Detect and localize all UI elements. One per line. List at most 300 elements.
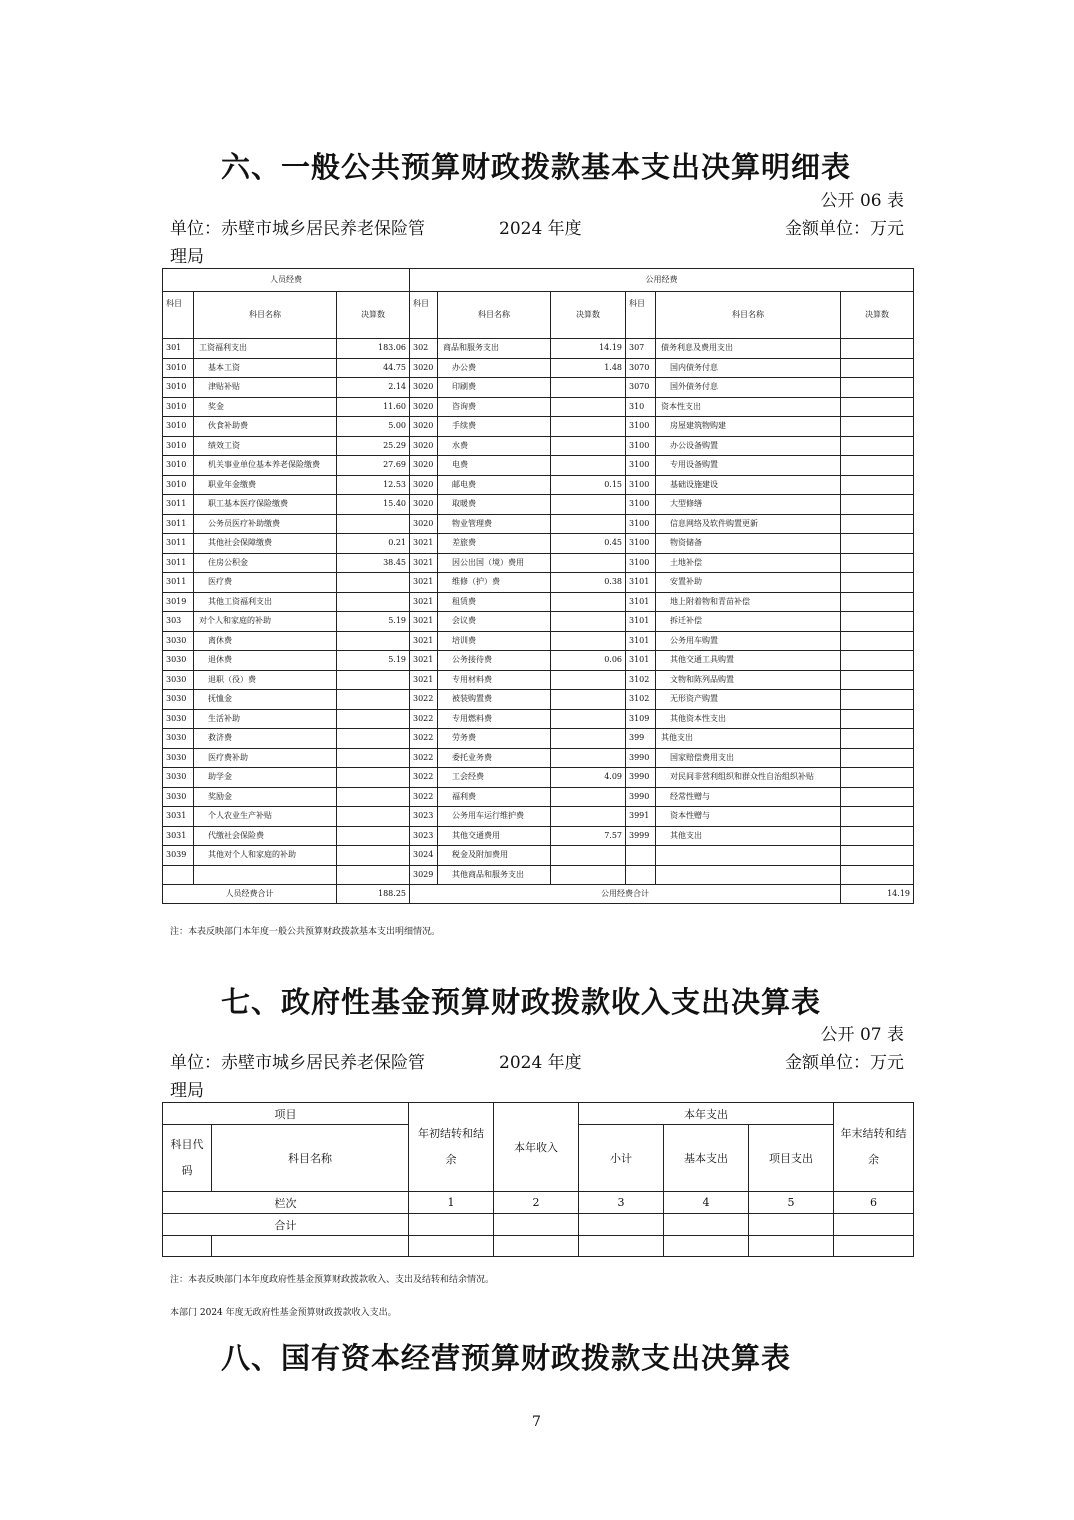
value-cell: 12.53 <box>337 475 410 495</box>
value-cell <box>841 592 914 612</box>
name-cell: 印刷费 <box>438 378 551 398</box>
value-cell <box>841 495 914 515</box>
name-cell: 其他交通工具购置 <box>656 651 841 671</box>
table-row <box>163 573 914 593</box>
table-row <box>163 397 914 417</box>
code-cell: 3100 <box>626 514 656 534</box>
total-cell <box>579 1214 664 1236</box>
value-cell: 15.40 <box>337 495 410 515</box>
name-cell: 维修（护）费 <box>438 573 551 593</box>
name-cell: 债务利息及费用支出 <box>656 339 841 359</box>
code-cell: 3010 <box>163 475 194 495</box>
table-row <box>163 378 914 398</box>
hdr-code: 科目代 码 <box>163 1125 212 1192</box>
name-cell: 电费 <box>438 456 551 476</box>
code-cell: 3100 <box>626 436 656 456</box>
name-cell: 其他商品和服务支出 <box>438 865 551 885</box>
total-personnel-label: 人员经费合计 <box>163 885 337 904</box>
name-cell: 房屋建筑物购建 <box>656 417 841 437</box>
value-cell: 5.19 <box>337 651 410 671</box>
code-cell: 3021 <box>410 553 438 573</box>
code-cell: 3030 <box>163 748 194 768</box>
value-cell <box>551 378 626 398</box>
code-cell: 3011 <box>163 553 194 573</box>
hdr-name-1: 科目名称 <box>194 292 337 339</box>
table-row <box>163 534 914 554</box>
name-cell: 土地补偿 <box>656 553 841 573</box>
table-row <box>163 495 914 515</box>
page-number: 7 <box>532 1414 541 1430</box>
col-num: 1 <box>409 1192 494 1214</box>
name-cell: 邮电费 <box>438 475 551 495</box>
value-cell <box>337 690 410 710</box>
code-cell: 3011 <box>163 495 194 515</box>
table-row <box>163 456 914 476</box>
name-cell: 租赁费 <box>438 592 551 612</box>
hdr-code-3: 科目 <box>626 292 656 339</box>
code-cell <box>626 846 656 866</box>
value-cell <box>841 534 914 554</box>
value-cell <box>841 612 914 632</box>
value-cell: 0.45 <box>551 534 626 554</box>
value-cell <box>551 495 626 515</box>
code-cell: 3022 <box>410 709 438 729</box>
section7-money-unit: 金额单位：万元 <box>785 1053 904 1073</box>
code-cell: 3030 <box>163 631 194 651</box>
section7-table <box>162 1102 914 1257</box>
section6-table-code: 公开 06 表 <box>820 191 904 211</box>
code-cell: 3101 <box>626 631 656 651</box>
code-cell: 3100 <box>626 417 656 437</box>
table-row <box>163 807 914 827</box>
table-row <box>163 826 914 846</box>
code-cell: 3020 <box>410 514 438 534</box>
section6-unit-cont: 理局 <box>170 247 204 267</box>
code-cell: 3039 <box>163 846 194 866</box>
value-cell <box>337 826 410 846</box>
hdr-code-1: 科目 <box>163 292 194 339</box>
total-personnel-value: 188.25 <box>337 885 410 904</box>
section6-title: 六、一般公共预算财政拨款基本支出决算明细表 <box>221 150 852 184</box>
code-cell: 3011 <box>163 514 194 534</box>
code-cell: 3999 <box>626 826 656 846</box>
value-cell: 0.38 <box>551 573 626 593</box>
col-num: 5 <box>749 1192 834 1214</box>
name-cell: 会议费 <box>438 612 551 632</box>
name-cell: 奖金 <box>194 397 337 417</box>
code-cell: 3030 <box>163 651 194 671</box>
table-row <box>163 592 914 612</box>
code-cell: 399 <box>626 729 656 749</box>
name-cell: 经常性赠与 <box>656 787 841 807</box>
table-row <box>163 846 914 866</box>
name-cell: 安置补助 <box>656 573 841 593</box>
table-row <box>163 514 914 534</box>
table-row <box>163 748 914 768</box>
name-cell: 助学金 <box>194 768 337 788</box>
name-cell: 医疗费 <box>194 573 337 593</box>
table-row <box>163 670 914 690</box>
hdr-name: 科目名称 <box>212 1125 409 1192</box>
name-cell: 抚恤金 <box>194 690 337 710</box>
name-cell: 基本工资 <box>194 358 337 378</box>
table-row <box>163 651 914 671</box>
code-cell: 3031 <box>163 826 194 846</box>
name-cell: 培训费 <box>438 631 551 651</box>
value-cell: 14.19 <box>551 339 626 359</box>
section6-table <box>162 268 914 904</box>
name-cell: 其他交通费用 <box>438 826 551 846</box>
value-cell <box>841 729 914 749</box>
name-cell: 委托业务费 <box>438 748 551 768</box>
value-cell <box>337 631 410 651</box>
name-cell: 文物和陈列品购置 <box>656 670 841 690</box>
value-cell <box>337 846 410 866</box>
name-cell: 国家赔偿费用支出 <box>656 748 841 768</box>
code-cell: 3100 <box>626 475 656 495</box>
code-cell: 303 <box>163 612 194 632</box>
name-cell: 拆迁补偿 <box>656 612 841 632</box>
code-cell: 307 <box>626 339 656 359</box>
value-cell <box>841 397 914 417</box>
table-row <box>163 417 914 437</box>
code-cell: 3019 <box>163 592 194 612</box>
value-cell <box>841 670 914 690</box>
value-cell <box>841 826 914 846</box>
code-cell: 3030 <box>163 709 194 729</box>
empty-cell <box>494 1236 579 1257</box>
hdr-subtotal: 小计 <box>579 1125 664 1192</box>
name-cell: 机关事业单位基本养老保险缴费 <box>194 456 337 476</box>
name-cell: 信息网络及软件购置更新 <box>656 514 841 534</box>
value-cell <box>337 787 410 807</box>
code-cell: 3030 <box>163 670 194 690</box>
name-cell: 手续费 <box>438 417 551 437</box>
name-cell: 其他对个人和家庭的补助 <box>194 846 337 866</box>
code-cell: 3102 <box>626 670 656 690</box>
value-cell <box>337 709 410 729</box>
value-cell <box>841 339 914 359</box>
name-cell: 医疗费补助 <box>194 748 337 768</box>
value-cell: 11.60 <box>337 397 410 417</box>
value-cell <box>337 670 410 690</box>
hdr-expense: 本年支出 <box>579 1103 834 1125</box>
code-cell: 3070 <box>626 358 656 378</box>
code-cell: 3030 <box>163 690 194 710</box>
value-cell <box>551 456 626 476</box>
code-cell: 3022 <box>410 748 438 768</box>
empty-cell <box>579 1236 664 1257</box>
name-cell: 其他支出 <box>656 729 841 749</box>
name-cell: 商品和服务支出 <box>438 339 551 359</box>
code-cell: 301 <box>163 339 194 359</box>
value-cell: 1.48 <box>551 358 626 378</box>
name-cell: 劳务费 <box>438 729 551 749</box>
name-cell: 住房公积金 <box>194 553 337 573</box>
col-num: 3 <box>579 1192 664 1214</box>
code-cell: 3021 <box>410 592 438 612</box>
value-cell: 0.15 <box>551 475 626 495</box>
value-cell <box>337 573 410 593</box>
value-cell: 183.06 <box>337 339 410 359</box>
section6-note: 注：本表反映部门本年度一般公共预算财政拨款基本支出明细情况。 <box>170 927 441 937</box>
name-cell: 地上附着物和青苗补偿 <box>656 592 841 612</box>
hdr-value-3: 决算数 <box>841 292 914 339</box>
code-cell: 3101 <box>626 651 656 671</box>
name-cell: 大型修缮 <box>656 495 841 515</box>
code-cell: 3021 <box>410 651 438 671</box>
value-cell <box>551 690 626 710</box>
table-row <box>163 631 914 651</box>
hdr-item: 项目 <box>163 1103 409 1125</box>
hdr-value-2: 决算数 <box>551 292 626 339</box>
code-cell: 3102 <box>626 690 656 710</box>
empty-cell <box>409 1236 494 1257</box>
code-cell: 3010 <box>163 358 194 378</box>
value-cell <box>841 553 914 573</box>
col-num: 2 <box>494 1192 579 1214</box>
value-cell <box>841 456 914 476</box>
empty-cell <box>664 1236 749 1257</box>
section7-title: 七、政府性基金预算财政拨款收入支出决算表 <box>221 985 822 1019</box>
name-cell: 离休费 <box>194 631 337 651</box>
code-cell: 3101 <box>626 573 656 593</box>
code-cell: 3021 <box>410 573 438 593</box>
name-cell: 公务用车购置 <box>656 631 841 651</box>
code-cell: 3101 <box>626 612 656 632</box>
value-cell <box>551 729 626 749</box>
name-cell: 津贴补贴 <box>194 378 337 398</box>
code-cell: 3990 <box>626 768 656 788</box>
code-cell: 3100 <box>626 495 656 515</box>
name-cell: 救济费 <box>194 729 337 749</box>
table-row <box>163 612 914 632</box>
value-cell <box>841 378 914 398</box>
name-cell: 公务员医疗补助缴费 <box>194 514 337 534</box>
name-cell: 代缴社会保险费 <box>194 826 337 846</box>
table-row <box>163 436 914 456</box>
code-cell: 3020 <box>410 397 438 417</box>
table-row <box>163 729 914 749</box>
value-cell <box>551 748 626 768</box>
name-cell: 水费 <box>438 436 551 456</box>
name-cell <box>656 846 841 866</box>
section7-statement: 本部门 2024 年度无政府性基金预算财政拨款收入支出。 <box>170 1308 397 1318</box>
col-label: 栏次 <box>163 1192 409 1214</box>
table-row <box>163 475 914 495</box>
code-cell: 3022 <box>410 768 438 788</box>
totals-row <box>163 885 914 904</box>
value-cell <box>551 436 626 456</box>
name-cell: 国内债务付息 <box>656 358 841 378</box>
code-cell: 310 <box>626 397 656 417</box>
value-cell <box>841 787 914 807</box>
value-cell <box>841 807 914 827</box>
name-cell <box>194 865 337 885</box>
col-num: 4 <box>664 1192 749 1214</box>
value-cell <box>551 807 626 827</box>
code-cell: 3021 <box>410 534 438 554</box>
name-cell: 对民间非营利组织和群众性自治组织补贴 <box>656 768 841 788</box>
section7-unit-cont: 理局 <box>170 1081 204 1101</box>
code-cell <box>626 865 656 885</box>
value-cell <box>337 865 410 885</box>
value-cell <box>551 709 626 729</box>
code-cell: 3031 <box>163 807 194 827</box>
value-cell <box>337 592 410 612</box>
empty-cell <box>834 1236 914 1257</box>
value-cell <box>337 748 410 768</box>
total-public-label: 公用经费合计 <box>410 885 841 904</box>
name-cell: 个人农业生产补贴 <box>194 807 337 827</box>
table-row <box>163 339 914 359</box>
name-cell: 退职（役）费 <box>194 670 337 690</box>
table-row <box>163 865 914 885</box>
total-cell <box>664 1214 749 1236</box>
code-cell: 3020 <box>410 456 438 476</box>
name-cell: 绩效工资 <box>194 436 337 456</box>
value-cell: 4.09 <box>551 768 626 788</box>
value-cell: 44.75 <box>337 358 410 378</box>
value-cell: 0.21 <box>337 534 410 554</box>
table-row <box>163 709 914 729</box>
value-cell <box>551 612 626 632</box>
section6-year: 2024 年度 <box>499 219 582 239</box>
name-cell: 资本性支出 <box>656 397 841 417</box>
value-cell <box>551 417 626 437</box>
value-cell: 25.29 <box>337 436 410 456</box>
value-cell <box>841 436 914 456</box>
code-cell: 3010 <box>163 456 194 476</box>
value-cell: 38.45 <box>337 553 410 573</box>
name-cell: 奖励金 <box>194 787 337 807</box>
table-row <box>163 787 914 807</box>
name-cell: 工会经费 <box>438 768 551 788</box>
code-cell: 3010 <box>163 378 194 398</box>
code-cell: 3021 <box>410 612 438 632</box>
code-cell: 3109 <box>626 709 656 729</box>
name-cell: 公务用车运行维护费 <box>438 807 551 827</box>
hdr-code-2: 科目 <box>410 292 438 339</box>
code-cell: 3011 <box>163 534 194 554</box>
name-cell: 取暖费 <box>438 495 551 515</box>
total-public-value: 14.19 <box>841 885 914 904</box>
name-cell: 退休费 <box>194 651 337 671</box>
name-cell: 物资储备 <box>656 534 841 554</box>
total-cell <box>409 1214 494 1236</box>
code-cell: 3010 <box>163 436 194 456</box>
code-cell: 3020 <box>410 495 438 515</box>
section8-title: 八、国有资本经营预算财政拨款支出决算表 <box>221 1341 792 1375</box>
value-cell <box>841 709 914 729</box>
name-cell: 其他支出 <box>656 826 841 846</box>
name-cell: 物业管理费 <box>438 514 551 534</box>
name-cell: 公务接待费 <box>438 651 551 671</box>
value-cell <box>841 514 914 534</box>
table-row <box>163 690 914 710</box>
empty-cell <box>163 1236 212 1257</box>
hdr-end-balance: 年末结转和结 余 <box>834 1103 914 1192</box>
code-cell: 3030 <box>163 787 194 807</box>
hdr-project: 项目支出 <box>749 1125 834 1192</box>
value-cell: 7.57 <box>551 826 626 846</box>
name-cell: 其他资本性支出 <box>656 709 841 729</box>
group-personnel: 人员经费 <box>163 269 410 292</box>
code-cell <box>163 865 194 885</box>
total-cell <box>749 1214 834 1236</box>
section7-table-code: 公开 07 表 <box>820 1025 904 1045</box>
value-cell <box>841 358 914 378</box>
value-cell <box>551 397 626 417</box>
value-cell <box>337 729 410 749</box>
value-cell <box>551 865 626 885</box>
code-cell: 3024 <box>410 846 438 866</box>
code-cell: 3021 <box>410 631 438 651</box>
name-cell: 因公出国（境）费用 <box>438 553 551 573</box>
value-cell: 5.19 <box>337 612 410 632</box>
code-cell: 3010 <box>163 417 194 437</box>
total-cell <box>834 1214 914 1236</box>
table-row <box>163 768 914 788</box>
name-cell: 无形资产购置 <box>656 690 841 710</box>
code-cell: 3023 <box>410 807 438 827</box>
name-cell: 资本性赠与 <box>656 807 841 827</box>
name-cell: 其他工资福利支出 <box>194 592 337 612</box>
name-cell: 福利费 <box>438 787 551 807</box>
code-cell: 3020 <box>410 378 438 398</box>
name-cell: 基础设施建设 <box>656 475 841 495</box>
code-cell: 3029 <box>410 865 438 885</box>
code-cell: 3030 <box>163 768 194 788</box>
code-cell: 3011 <box>163 573 194 593</box>
hdr-begin-balance: 年初结转和结 余 <box>409 1103 494 1192</box>
value-cell <box>841 417 914 437</box>
name-cell: 国外债务付息 <box>656 378 841 398</box>
code-cell: 3022 <box>410 729 438 749</box>
table-row <box>163 553 914 573</box>
value-cell: 27.69 <box>337 456 410 476</box>
value-cell <box>551 631 626 651</box>
section7-year: 2024 年度 <box>499 1053 582 1073</box>
empty-cell <box>212 1236 409 1257</box>
code-cell: 3990 <box>626 748 656 768</box>
value-cell <box>337 807 410 827</box>
section7-unit: 单位：赤壁市城乡居民养老保险管 <box>170 1053 425 1073</box>
section6-unit: 单位：赤壁市城乡居民养老保险管 <box>170 219 425 239</box>
code-cell: 3100 <box>626 553 656 573</box>
name-cell: 咨询费 <box>438 397 551 417</box>
value-cell <box>551 592 626 612</box>
name-cell: 对个人和家庭的补助 <box>194 612 337 632</box>
value-cell: 2.14 <box>337 378 410 398</box>
value-cell <box>551 514 626 534</box>
value-cell <box>841 690 914 710</box>
code-cell: 3030 <box>163 729 194 749</box>
value-cell <box>841 768 914 788</box>
name-cell: 职业年金缴费 <box>194 475 337 495</box>
group-public: 公用经费 <box>410 269 914 292</box>
code-cell: 3023 <box>410 826 438 846</box>
value-cell <box>337 768 410 788</box>
value-cell <box>551 846 626 866</box>
code-cell: 3100 <box>626 534 656 554</box>
value-cell <box>841 475 914 495</box>
value-cell <box>841 573 914 593</box>
name-cell: 办公设备购置 <box>656 436 841 456</box>
value-cell: 5.00 <box>337 417 410 437</box>
code-cell: 3022 <box>410 690 438 710</box>
section7-note: 注：本表反映部门本年度政府性基金预算财政拨款收入、支出及结转和结余情况。 <box>170 1275 495 1285</box>
